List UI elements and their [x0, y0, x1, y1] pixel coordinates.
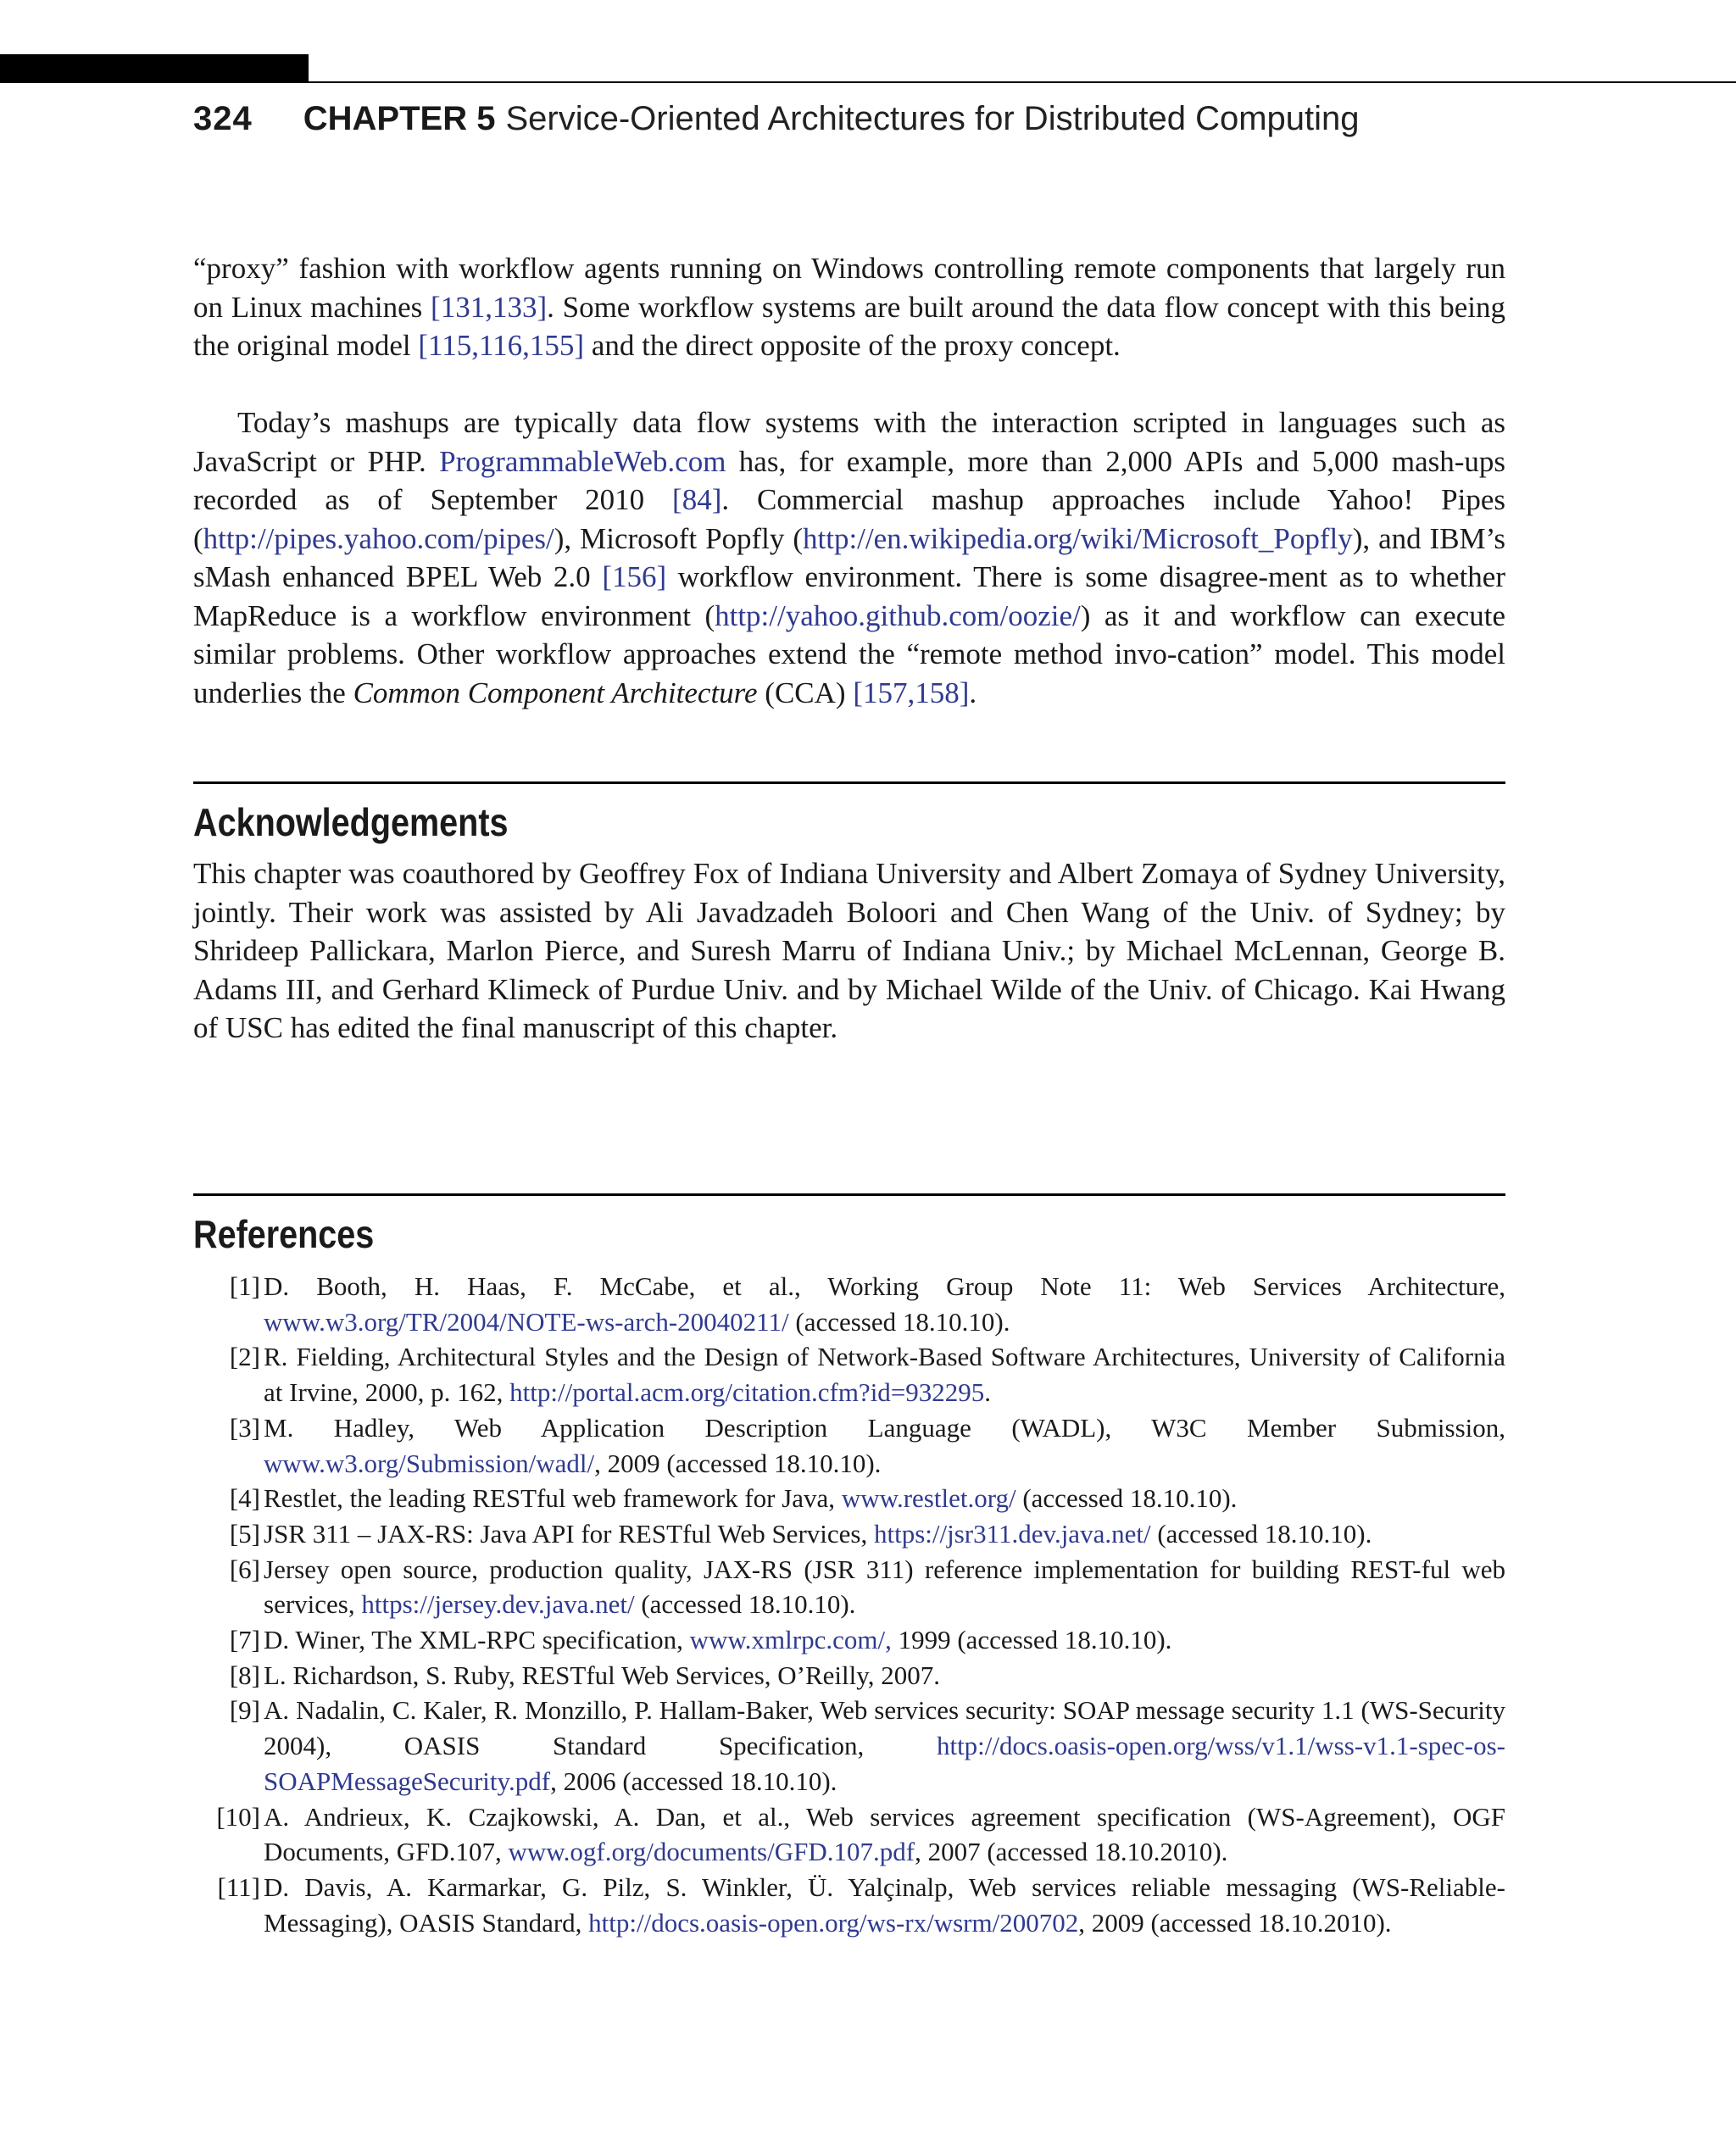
text: . Some workflow systems are built around the data flow concept with this being the original model: [193, 290, 1505, 362]
reference-text: L. Richardson, S. Ruby, RESTful Web Services, O’Reilly, 2007.: [264, 1660, 940, 1690]
reference-link[interactable]: www.w3.org/Submission/wadl/: [264, 1448, 595, 1478]
reference-number: [6]: [229, 1554, 260, 1584]
url-link[interactable]: http://yahoo.github.com/oozie/: [715, 598, 1081, 632]
reference-item: [193, 1658, 1505, 1693]
reference-item: [193, 1410, 1505, 1481]
reference-text: D. Davis, A. Karmarkar, G. Pilz, S. Winkler, Ü. Yalçinalp, Web services reliable messaging (WS-Reliable-Messaging), OASIS Standard,: [264, 1871, 1505, 1938]
text: and the direct opposite of the proxy concept.: [584, 329, 1121, 362]
reference-item: [193, 1799, 1505, 1870]
text: workflow environment. There is some disagree-ment as to whether MapReduce is a workflow environment (: [193, 560, 1505, 632]
reference-text: , 2009 (accessed 18.10.10).: [594, 1448, 882, 1478]
reference-text: (accessed 18.10.10).: [1015, 1483, 1238, 1514]
reference-item: [193, 1622, 1505, 1658]
reference-number: [3]: [229, 1412, 260, 1443]
reference-link[interactable]: www.w3.org/TR/2004/NOTE-ws-arch-20040211/: [264, 1306, 789, 1337]
reference-link[interactable]: https://jsr311.dev.java.net/: [873, 1518, 1151, 1549]
reference-text: (accessed 18.10.10).: [634, 1589, 856, 1620]
reference-number: [4]: [229, 1483, 260, 1514]
reference-link[interactable]: https://jersey.dev.java.net/: [361, 1589, 635, 1620]
reference-text: (accessed 18.10.10).: [788, 1306, 1010, 1337]
reference-number: [5]: [229, 1518, 260, 1549]
reference-text: Restlet, the leading RESTful web framework for Java,: [264, 1483, 842, 1514]
acknowledgements-text: This chapter was coauthored by Geoffrey Fox of Indiana University and Albert Zomaya of Sydney University, jointly. Their work was assisted by Ali Javadzadeh Boloori and Chen Wang of the Univ. of Sydney; by Shrideep Pallickara, Marlon Pierce, and Suresh Marru of Indiana Univ.; by Michael McLennan, George B. Adams III, and Gerhard Klimeck of Purdue Univ. and by Michael Wilde of the Univ. of Chicago. Kai Hwang of USC has edited the final manuscript of this chapter.: [193, 857, 1505, 1044]
header-rule: [309, 81, 1736, 83]
reference-text: (accessed 18.10.10).: [1150, 1518, 1372, 1549]
reference-number: [10]: [216, 1801, 260, 1832]
reference-link[interactable]: http://docs.oasis-open.org/wss/v1.1/wss-v1.1-spec-os-SOAPMessageSecurity.pdf: [264, 1731, 1505, 1796]
reference-number: [2]: [229, 1342, 260, 1372]
reference-text: A. Andrieux, K. Czajkowski, A. Dan, et al., Web services agreement specification (WS-Agreement), OGF Documents, GFD.107,: [264, 1801, 1505, 1867]
chapter-label: CHAPTER 5: [303, 100, 496, 137]
reference-text: .: [984, 1377, 992, 1408]
page-number: 324: [193, 100, 253, 137]
reference-link[interactable]: http://portal.acm.org/citation.cfm?id=932295: [509, 1377, 985, 1408]
emphasized-term: Common Component Architecture: [353, 676, 758, 709]
reference-item: [193, 1870, 1505, 1940]
reference-link[interactable]: http://docs.oasis-open.org/ws-rx/wsrm/200702: [588, 1907, 1079, 1938]
text: ) as it and workflow can execute similar problems. Other workflow approaches extend the “remote method invo-cation” model. This model underlies the: [193, 598, 1506, 709]
reference-number: [8]: [229, 1660, 260, 1690]
text: ), Microsoft Popfly (: [554, 521, 803, 555]
header-bar: [0, 54, 309, 83]
reference-link[interactable]: www.xmlrpc.com/,: [689, 1625, 892, 1655]
text: (CCA): [757, 676, 854, 709]
citation-link[interactable]: [84]: [672, 483, 722, 516]
reference-text: 1999 (accessed 18.10.10).: [891, 1625, 1172, 1655]
reference-text: , 2009 (accessed 18.10.2010).: [1078, 1907, 1392, 1938]
text: . Commercial mashup approaches include Yahoo! Pipes (: [193, 483, 1505, 555]
reference-item: [193, 1516, 1505, 1552]
reference-text: , 2006 (accessed 18.10.10).: [550, 1766, 837, 1796]
citation-link[interactable]: [131,133]: [431, 290, 548, 324]
reference-link[interactable]: www.ogf.org/documents/GFD.107.pdf: [508, 1837, 915, 1867]
reference-number: [9]: [229, 1695, 260, 1726]
reference-item: [193, 1269, 1505, 1339]
running-header: [193, 95, 1360, 142]
reference-text: Jersey open source, production quality, JAX-RS (JSR 311) reference implementation for building REST-ful web services,: [264, 1554, 1505, 1620]
url-link[interactable]: ProgrammableWeb.com: [439, 444, 726, 478]
citation-link[interactable]: [115,116,155]: [418, 329, 585, 362]
reference-text: D. Winer, The XML-RPC specification,: [264, 1625, 690, 1655]
reference-text: JSR 311 – JAX-RS: Java API for RESTful Web Services,: [264, 1518, 874, 1549]
chapter-title: Service-Oriented Architectures for Distributed Computing: [505, 100, 1360, 137]
references-heading: References: [193, 1212, 375, 1256]
reference-text: D. Booth, H. Haas, F. McCabe, et al., Working Group Note 11: Web Services Architecture,: [264, 1271, 1505, 1301]
reference-item: [193, 1339, 1505, 1410]
text: has, for example, more than 2,000 APIs and 5,000 mash-ups recorded as of September 2010: [193, 444, 1505, 516]
text: .: [969, 676, 977, 709]
reference-number: [7]: [229, 1625, 260, 1655]
body-paragraph-1: [193, 249, 1505, 365]
text: “proxy” fashion with workflow agents running on Windows controlling remote components that largely run on Linux machines: [193, 252, 1505, 324]
reference-text: , 2007 (accessed 18.10.2010).: [915, 1837, 1228, 1867]
reference-link[interactable]: www.restlet.org/: [841, 1483, 1016, 1514]
reference-number: [1]: [229, 1271, 260, 1301]
reference-item: [193, 1552, 1505, 1622]
body-paragraph-2: [193, 403, 1505, 712]
text: ), and IBM’s sMash enhanced BPEL Web 2.0: [193, 521, 1505, 593]
url-link[interactable]: http://en.wikipedia.org/wiki/Microsoft_Popfly: [803, 521, 1353, 555]
reference-number: [11]: [217, 1871, 260, 1902]
reference-text: A. Nadalin, C. Kaler, R. Monzillo, P. Hallam-Baker, Web services security: SOAP message security 1.1 (WS-Security 2004), OASIS Standard Specification,: [264, 1695, 1505, 1761]
section-divider: [193, 781, 1505, 784]
reference-item: [193, 1693, 1505, 1799]
section-divider: [193, 1193, 1505, 1196]
text: Today’s mashups are typically data flow systems with the interaction scripted in languages such as JavaScript or PHP.: [193, 406, 1505, 478]
reference-text: R. Fielding, Architectural Styles and the Design of Network-Based Software Architectures, University of California at Irvine, 2000, p. 162,: [264, 1342, 1505, 1408]
reference-item: [193, 1481, 1505, 1516]
acknowledgements-heading: Acknowledgements: [193, 800, 509, 844]
reference-list: [193, 1269, 1505, 1940]
url-link[interactable]: http://pipes.yahoo.com/pipes/: [203, 521, 554, 555]
citation-link[interactable]: [156]: [602, 560, 667, 593]
reference-text: M. Hadley, Web Application Description Language (WADL), W3C Member Submission,: [264, 1412, 1505, 1443]
citation-link[interactable]: [157,158]: [853, 676, 970, 709]
